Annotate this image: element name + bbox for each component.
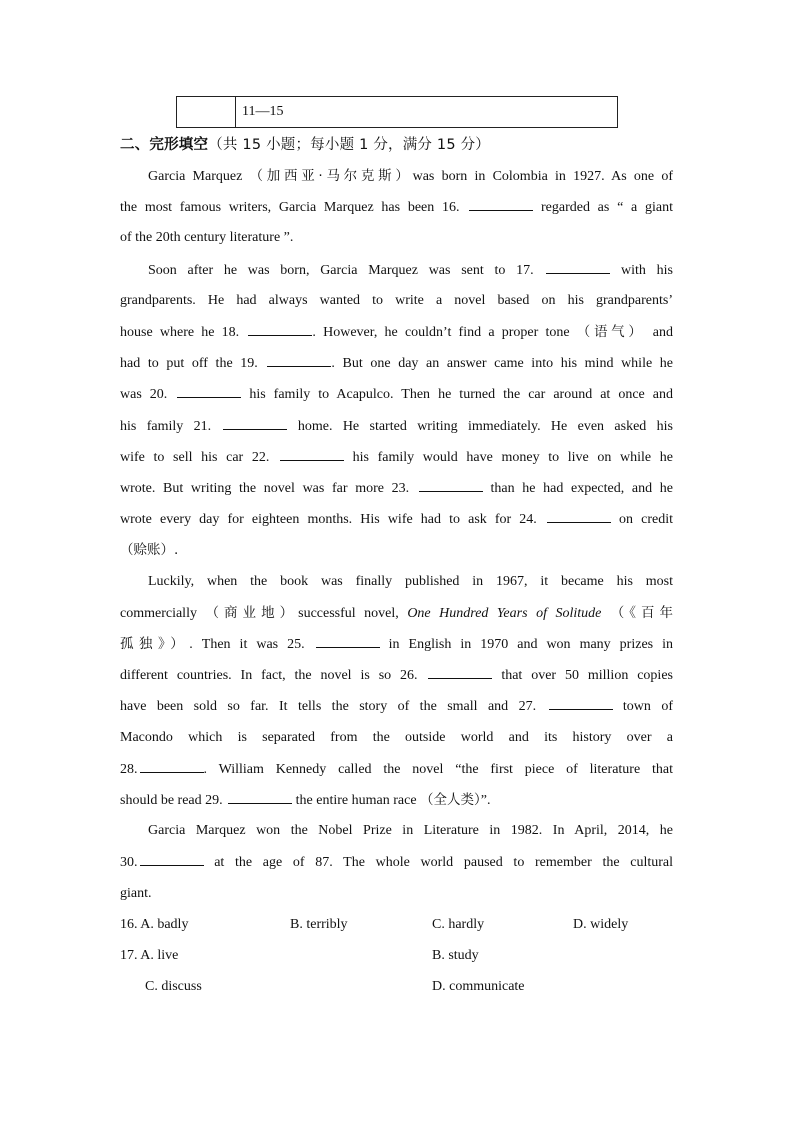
text: （加西亚·马尔克斯） [249,168,413,184]
blank-28[interactable] [140,758,204,773]
passage-line [148,165,673,187]
text: Macondo which is separated from the outside world and its history over a [120,730,673,745]
passage-line [148,571,673,593]
text: than he had expected, and he [482,481,673,496]
section-title-main: 二、完形填空 [120,137,209,153]
passage-line [120,477,673,499]
text: wife to sell his car 22. [120,450,278,465]
blank-22[interactable] [280,446,344,461]
text: have been sold so far. It tells the story of the small and 27. [120,699,547,714]
section-title [120,133,490,154]
text: on credit [610,512,673,527]
blank-25[interactable] [316,633,380,648]
blank-20[interactable] [177,383,241,398]
passage-line [120,602,673,624]
text: with his [610,263,673,278]
text: 30. [120,855,138,870]
q16-option-b[interactable]: B. terribly [290,917,348,932]
passage-line [120,789,673,811]
text: different countries. In fact, the novel is so 26. [120,668,427,683]
q16-option-d[interactable]: D. widely [573,917,629,932]
text: was 20. [120,387,176,402]
blank-24[interactable] [547,508,611,523]
text: . William Kennedy called the novel “the first piece of literature that [203,762,673,777]
text: that over 50 million copies [492,668,673,683]
q16-option-c[interactable]: C. hardly [432,917,485,932]
text: home. He started writing immediately. He even asked his [287,419,673,434]
blank-23[interactable] [419,477,483,492]
text: 孤独》） [120,636,190,652]
text: of the 20th century literature ”. [120,230,294,245]
text: wrote. But writing the novel was far more 23. [120,481,417,496]
answer-table [176,96,618,128]
text: ”. [480,793,491,808]
passage-line [120,758,673,780]
text: regarded as “ a giant [533,200,673,215]
blank-30[interactable] [140,851,204,866]
blank-17[interactable] [546,259,610,274]
text: his family 21. [120,419,222,434]
q17-option-c[interactable]: C. discuss [145,979,202,994]
text: and [645,325,674,340]
blank-26[interactable] [428,664,492,679]
passage-line [120,695,673,717]
passage-line [120,290,673,312]
q17-option-b[interactable]: B. study [432,948,479,963]
text: should be read 29. [120,793,227,808]
text: house where he 18. [120,325,247,340]
table-cell-empty [177,97,236,127]
blank-27[interactable] [549,695,613,710]
text: Luckily, when the book was finally published in 1967, it became his most [148,574,673,589]
passage-line [120,227,673,249]
passage-line [120,446,673,468]
table-cell-range: 11—15 [242,104,284,119]
passage-line [120,883,673,905]
text: Soon after he was born, Garcia Marquez was sent to 17. [148,263,545,278]
text: （全人类） [420,792,481,808]
text: . But one day an answer came into his mind while he [331,356,674,371]
text: （赊账）. [120,542,179,558]
section-title-sub: （共 15 小题；每小题 1 分，满分 15 分） [208,137,490,153]
text: town of [612,699,673,714]
passage-line [148,820,673,842]
text: the most famous writers, Garcia Marquez has been 16. [120,200,468,215]
passage-line [120,508,673,530]
text: the entire human race [292,793,421,808]
passage-line [148,259,673,281]
text: in English in 1970 and won many prizes in [379,637,673,652]
passage-line [120,539,673,561]
passage-line [120,352,673,374]
text: . Then it was 25. [189,637,314,652]
text: commercially [120,606,206,621]
blank-16[interactable] [469,196,533,211]
q17-option-d[interactable]: D. communicate [432,979,525,994]
blank-18[interactable] [248,321,312,336]
blank-19[interactable] [267,352,331,367]
passage-line [120,727,673,749]
text: 28. [120,762,138,777]
text: Garcia Marquez won the Nobel Prize in Literature in 1982. In April, 2014, he [148,823,673,838]
passage-line [120,633,673,655]
book-title: One Hundred Years of Solitude [407,606,602,621]
passage-line [120,851,673,873]
blank-21[interactable] [223,415,287,430]
text: at the age of 87. The whole world paused to remember the cultural [203,855,673,870]
passage-line [120,321,673,343]
text: was born in Colombia in 1927. As one of [412,169,673,184]
passage-line [120,415,673,437]
q16-option-a[interactable]: 16. A. badly [120,917,189,932]
text: his family would have money to live on while he [343,450,673,465]
text: （《百年 [601,605,674,621]
text: （商业地） [205,605,299,621]
text: had to put off the 19. [120,356,266,371]
text: （语气） [576,324,646,340]
blank-29[interactable] [228,789,292,804]
text: successful novel, [298,606,408,621]
passage-line [120,664,673,686]
text: wrote every day for eighteen months. His wife had to ask for 24. [120,512,545,527]
q17-option-a[interactable]: 17. A. live [120,948,179,963]
text: grandparents. He had always wanted to write a novel based on his grandparents’ [120,293,673,308]
text: giant. [120,886,152,901]
passage-line [120,383,673,405]
passage-line [120,196,673,218]
text: his family to Acapulco. Then he turned the car around at once and [241,387,673,402]
text: . However, he couldn’t find a proper tone [312,325,577,340]
text: Garcia Marquez [148,169,250,184]
